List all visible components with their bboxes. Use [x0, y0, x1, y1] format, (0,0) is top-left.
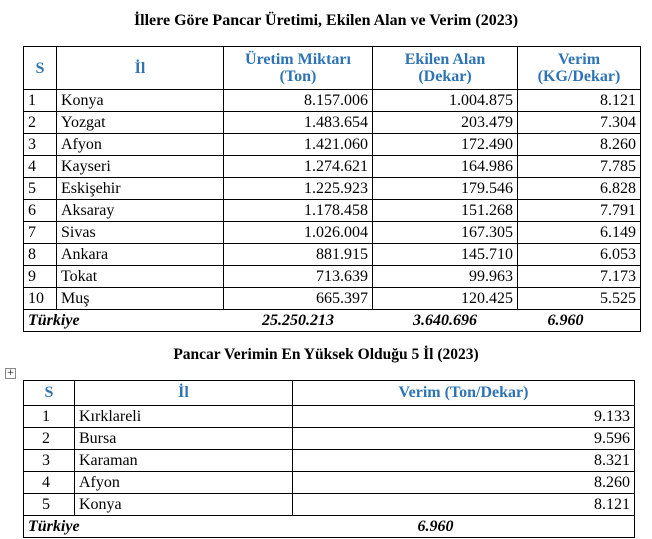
- table-header-row: [24, 47, 641, 90]
- total-alan: 3.640.696: [373, 310, 518, 332]
- cell-il: Muş: [57, 288, 224, 310]
- cell-s: 5: [24, 178, 57, 200]
- table-row: [24, 200, 641, 222]
- cell-il: Kayseri: [57, 156, 224, 178]
- cell-verim: 5.525: [518, 288, 641, 310]
- col-header-alan-line2: (Dekar): [418, 68, 472, 85]
- cell-verim: 7.785: [518, 156, 641, 178]
- cell-s: 10: [24, 288, 57, 310]
- cell-il: Aksaray: [57, 200, 224, 222]
- cell-uretim: 1.026.004: [224, 222, 373, 244]
- col-header-verim-line2: (KG/Dekar): [537, 68, 621, 85]
- production-table: [23, 46, 641, 332]
- cell-uretim: 1.483.654: [224, 112, 373, 134]
- cell-alan: 99.963: [373, 266, 518, 288]
- cell-alan: 164.986: [373, 156, 518, 178]
- cell-verim: 6.053: [518, 244, 641, 266]
- table-row: [24, 450, 635, 472]
- cell-s: 4: [24, 472, 75, 494]
- cell-s: 5: [24, 494, 75, 516]
- cell-uretim: 1.178.458: [224, 200, 373, 222]
- col-header-il: İl: [57, 47, 224, 90]
- table-row: [24, 178, 641, 200]
- table-row: [24, 244, 641, 266]
- cell-s: 4: [24, 156, 57, 178]
- cell-uretim: 665.397: [224, 288, 373, 310]
- table-row: [24, 134, 641, 156]
- cell-alan: 151.268: [373, 200, 518, 222]
- cell-s: 8: [24, 244, 57, 266]
- col-header-uretim: [224, 47, 373, 90]
- cell-verim: 7.304: [518, 112, 641, 134]
- col-header-s: S: [24, 47, 57, 90]
- cell-il: Konya: [57, 90, 224, 112]
- cell-verim: 8.260: [518, 134, 641, 156]
- cell-s: 2: [24, 428, 75, 450]
- cell-alan: 1.004.875: [373, 90, 518, 112]
- cell-alan: 120.425: [373, 288, 518, 310]
- table-row: [24, 472, 635, 494]
- total-verim: 6.960: [293, 516, 635, 538]
- cell-alan: 145.710: [373, 244, 518, 266]
- cell-s: 7: [24, 222, 57, 244]
- total-label: Türkiye: [24, 516, 293, 538]
- cell-il: Afyon: [75, 472, 293, 494]
- cell-uretim: 1.225.923: [224, 178, 373, 200]
- total-verim: 6.960: [518, 310, 641, 332]
- table2-title: Pancar Verimin En Yüksek Olduğu 5 İl (2023): [173, 346, 479, 363]
- table-row: [24, 90, 641, 112]
- cell-uretim: 881.915: [224, 244, 373, 266]
- cell-il: Yozgat: [57, 112, 224, 134]
- cell-verim: 8.121: [518, 90, 641, 112]
- cell-verim: 7.791: [518, 200, 641, 222]
- total-row: [24, 310, 641, 332]
- total-row: [24, 516, 635, 538]
- col-header-uretim-line2: (Ton): [279, 68, 317, 85]
- cell-verim: 9.596: [293, 428, 635, 450]
- cell-s: 9: [24, 266, 57, 288]
- table-row: [24, 406, 635, 428]
- col-header-alan-line1: Ekilen Alan: [404, 51, 486, 68]
- cell-il: Afyon: [57, 134, 224, 156]
- cell-alan: 203.479: [373, 112, 518, 134]
- cell-alan: 172.490: [373, 134, 518, 156]
- cell-il: Eskişehir: [57, 178, 224, 200]
- cell-verim: 6.149: [518, 222, 641, 244]
- cell-verim: 9.133: [293, 406, 635, 428]
- table-move-handle-icon[interactable]: +: [6, 368, 15, 378]
- cell-s: 6: [24, 200, 57, 222]
- col-header-verim-line1: Verim: [557, 51, 601, 68]
- table-header-row: [24, 381, 635, 406]
- cell-il: Konya: [75, 494, 293, 516]
- cell-alan: 179.546: [373, 178, 518, 200]
- table-row: [24, 112, 641, 134]
- table1-title: İllere Göre Pancar Üretimi, Ekilen Alan ve Verim (2023): [133, 12, 519, 29]
- table-row: [24, 156, 641, 178]
- table-row: [24, 288, 641, 310]
- col-header-il: İl: [75, 381, 293, 406]
- total-uretim: 25.250.213: [224, 310, 373, 332]
- cell-il: Tokat: [57, 266, 224, 288]
- cell-alan: 167.305: [373, 222, 518, 244]
- table-row: [24, 222, 641, 244]
- total-label: Türkiye: [24, 310, 224, 332]
- cell-uretim: 8.157.006: [224, 90, 373, 112]
- cell-il: Ankara: [57, 244, 224, 266]
- top-yield-table: [23, 380, 635, 538]
- cell-verim: 8.260: [293, 472, 635, 494]
- cell-uretim: 713.639: [224, 266, 373, 288]
- cell-s: 3: [24, 134, 57, 156]
- col-header-alan: [373, 47, 518, 90]
- cell-verim: 7.173: [518, 266, 641, 288]
- table-row: [24, 494, 635, 516]
- col-header-verim: Verim (Ton/Dekar): [293, 381, 635, 406]
- table-row: [24, 428, 635, 450]
- table-row: [24, 266, 641, 288]
- cell-il: Karaman: [75, 450, 293, 472]
- cell-il: Bursa: [75, 428, 293, 450]
- cell-verim: 6.828: [518, 178, 641, 200]
- cell-s: 3: [24, 450, 75, 472]
- cell-il: Sivas: [57, 222, 224, 244]
- cell-s: 2: [24, 112, 57, 134]
- cell-s: 1: [24, 90, 57, 112]
- col-header-verim: [518, 47, 641, 90]
- cell-verim: 8.121: [293, 494, 635, 516]
- cell-s: 1: [24, 406, 75, 428]
- col-header-s: S: [24, 381, 75, 406]
- cell-uretim: 1.421.060: [224, 134, 373, 156]
- cell-uretim: 1.274.621: [224, 156, 373, 178]
- cell-il: Kırklareli: [75, 406, 293, 428]
- col-header-uretim-line1: Üretim Miktarı: [245, 51, 351, 68]
- cell-verim: 8.321: [293, 450, 635, 472]
